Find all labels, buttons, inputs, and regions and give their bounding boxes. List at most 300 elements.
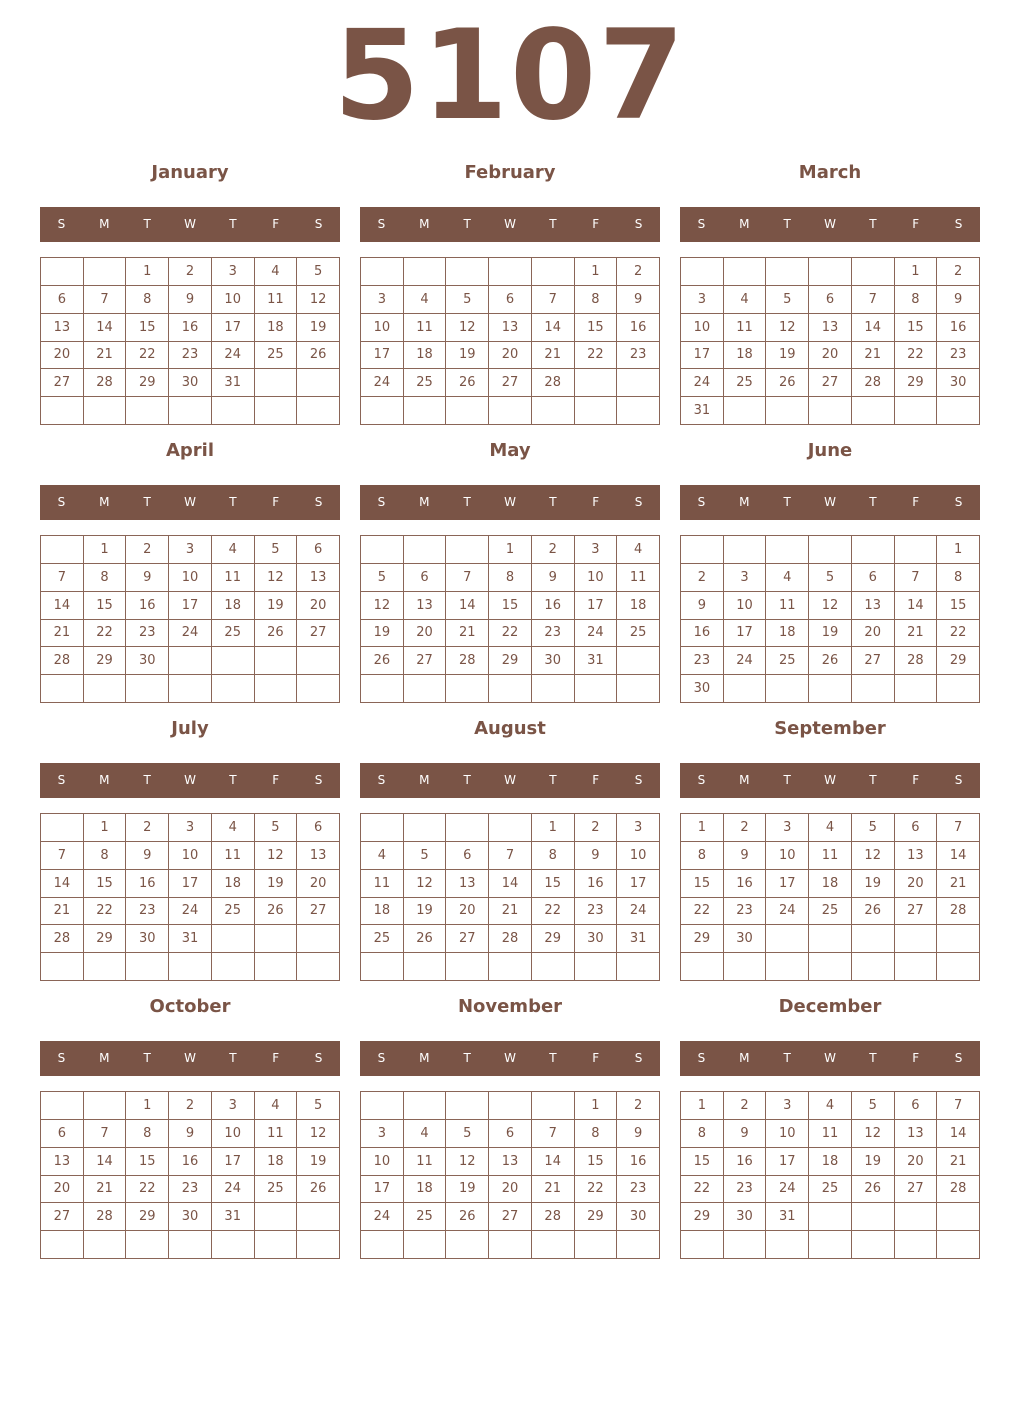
day-cell[interactable]: 9	[937, 286, 980, 314]
day-cell[interactable]: 23	[532, 620, 575, 648]
day-cell[interactable]: 2	[126, 814, 169, 842]
day-cell[interactable]: 31	[617, 925, 660, 953]
day-cell[interactable]: 4	[255, 258, 298, 286]
day-cell[interactable]: 25	[255, 342, 298, 370]
day-cell[interactable]: 19	[361, 620, 404, 648]
day-cell[interactable]: 19	[766, 342, 809, 370]
day-cell[interactable]: 2	[169, 1092, 212, 1120]
day-cell[interactable]: 10	[169, 564, 212, 592]
day-cell[interactable]: 22	[575, 342, 618, 370]
day-cell[interactable]: 22	[681, 898, 724, 926]
day-cell[interactable]: 17	[724, 620, 767, 648]
day-cell[interactable]: 7	[41, 842, 84, 870]
day-cell[interactable]: 9	[126, 564, 169, 592]
day-cell[interactable]: 10	[212, 286, 255, 314]
day-cell[interactable]: 14	[937, 842, 980, 870]
day-cell[interactable]: 3	[766, 814, 809, 842]
day-cell[interactable]: 12	[297, 286, 340, 314]
day-cell[interactable]: 22	[84, 898, 127, 926]
day-cell[interactable]: 1	[937, 536, 980, 564]
day-cell[interactable]: 12	[404, 870, 447, 898]
day-cell[interactable]: 11	[404, 1148, 447, 1176]
day-cell[interactable]: 21	[895, 620, 938, 648]
day-cell[interactable]: 11	[809, 1120, 852, 1148]
day-cell[interactable]: 30	[126, 647, 169, 675]
day-cell[interactable]: 19	[297, 314, 340, 342]
day-cell[interactable]: 14	[895, 592, 938, 620]
day-cell[interactable]: 6	[489, 1120, 532, 1148]
day-cell[interactable]: 18	[809, 870, 852, 898]
day-cell[interactable]: 17	[617, 870, 660, 898]
day-cell[interactable]: 22	[126, 1176, 169, 1204]
day-cell[interactable]: 28	[41, 647, 84, 675]
day-cell[interactable]: 10	[766, 842, 809, 870]
day-cell[interactable]: 26	[255, 620, 298, 648]
day-cell[interactable]: 9	[617, 286, 660, 314]
day-cell[interactable]: 8	[937, 564, 980, 592]
day-cell[interactable]: 24	[575, 620, 618, 648]
day-cell[interactable]: 16	[532, 592, 575, 620]
day-cell[interactable]: 13	[489, 1148, 532, 1176]
day-cell[interactable]: 9	[617, 1120, 660, 1148]
day-cell[interactable]: 24	[766, 898, 809, 926]
day-cell[interactable]: 4	[212, 814, 255, 842]
day-cell[interactable]: 26	[361, 647, 404, 675]
day-cell[interactable]: 25	[404, 1203, 447, 1231]
day-cell[interactable]: 3	[766, 1092, 809, 1120]
day-cell[interactable]: 27	[297, 898, 340, 926]
day-cell[interactable]: 11	[766, 592, 809, 620]
day-cell[interactable]: 27	[297, 620, 340, 648]
day-cell[interactable]: 16	[575, 870, 618, 898]
day-cell[interactable]: 20	[41, 1176, 84, 1204]
day-cell[interactable]: 25	[212, 620, 255, 648]
day-cell[interactable]: 12	[446, 1148, 489, 1176]
day-cell[interactable]: 28	[84, 1203, 127, 1231]
day-cell[interactable]: 10	[681, 314, 724, 342]
day-cell[interactable]: 29	[489, 647, 532, 675]
day-cell[interactable]: 4	[255, 1092, 298, 1120]
day-cell[interactable]: 28	[446, 647, 489, 675]
day-cell[interactable]: 10	[361, 314, 404, 342]
day-cell[interactable]: 19	[852, 1148, 895, 1176]
day-cell[interactable]: 18	[404, 1176, 447, 1204]
day-cell[interactable]: 3	[212, 258, 255, 286]
day-cell[interactable]: 13	[41, 1148, 84, 1176]
day-cell[interactable]: 29	[126, 369, 169, 397]
day-cell[interactable]: 20	[895, 870, 938, 898]
day-cell[interactable]: 25	[617, 620, 660, 648]
day-cell[interactable]: 14	[532, 1148, 575, 1176]
day-cell[interactable]: 23	[126, 898, 169, 926]
day-cell[interactable]: 22	[84, 620, 127, 648]
day-cell[interactable]: 2	[169, 258, 212, 286]
day-cell[interactable]: 19	[297, 1148, 340, 1176]
day-cell[interactable]: 26	[297, 342, 340, 370]
day-cell[interactable]: 19	[446, 1176, 489, 1204]
day-cell[interactable]: 10	[169, 842, 212, 870]
day-cell[interactable]: 21	[852, 342, 895, 370]
day-cell[interactable]: 21	[41, 620, 84, 648]
day-cell[interactable]: 20	[489, 1176, 532, 1204]
day-cell[interactable]: 15	[489, 592, 532, 620]
day-cell[interactable]: 21	[446, 620, 489, 648]
day-cell[interactable]: 21	[84, 1176, 127, 1204]
day-cell[interactable]: 7	[84, 1120, 127, 1148]
day-cell[interactable]: 2	[681, 564, 724, 592]
day-cell[interactable]: 28	[937, 1176, 980, 1204]
day-cell[interactable]: 11	[361, 870, 404, 898]
day-cell[interactable]: 30	[169, 369, 212, 397]
day-cell[interactable]: 6	[404, 564, 447, 592]
day-cell[interactable]: 8	[84, 842, 127, 870]
day-cell[interactable]: 23	[169, 1176, 212, 1204]
day-cell[interactable]: 18	[255, 1148, 298, 1176]
day-cell[interactable]: 12	[297, 1120, 340, 1148]
day-cell[interactable]: 5	[255, 536, 298, 564]
day-cell[interactable]: 28	[532, 1203, 575, 1231]
day-cell[interactable]: 24	[617, 898, 660, 926]
day-cell[interactable]: 16	[617, 314, 660, 342]
day-cell[interactable]: 1	[532, 814, 575, 842]
day-cell[interactable]: 5	[809, 564, 852, 592]
day-cell[interactable]: 7	[84, 286, 127, 314]
day-cell[interactable]: 8	[681, 1120, 724, 1148]
day-cell[interactable]: 30	[169, 1203, 212, 1231]
day-cell[interactable]: 17	[766, 1148, 809, 1176]
day-cell[interactable]: 3	[617, 814, 660, 842]
day-cell[interactable]: 15	[84, 870, 127, 898]
day-cell[interactable]: 7	[532, 1120, 575, 1148]
day-cell[interactable]: 30	[937, 369, 980, 397]
day-cell[interactable]: 26	[809, 647, 852, 675]
day-cell[interactable]: 16	[681, 620, 724, 648]
day-cell[interactable]: 15	[575, 314, 618, 342]
day-cell[interactable]: 4	[724, 286, 767, 314]
day-cell[interactable]: 8	[575, 1120, 618, 1148]
day-cell[interactable]: 18	[255, 314, 298, 342]
day-cell[interactable]: 31	[212, 369, 255, 397]
day-cell[interactable]: 29	[532, 925, 575, 953]
day-cell[interactable]: 3	[212, 1092, 255, 1120]
day-cell[interactable]: 7	[446, 564, 489, 592]
day-cell[interactable]: 23	[617, 342, 660, 370]
day-cell[interactable]: 11	[212, 564, 255, 592]
day-cell[interactable]: 30	[681, 675, 724, 703]
day-cell[interactable]: 23	[617, 1176, 660, 1204]
day-cell[interactable]: 13	[852, 592, 895, 620]
day-cell[interactable]: 22	[489, 620, 532, 648]
day-cell[interactable]: 30	[532, 647, 575, 675]
day-cell[interactable]: 6	[41, 1120, 84, 1148]
day-cell[interactable]: 26	[852, 898, 895, 926]
day-cell[interactable]: 14	[489, 870, 532, 898]
day-cell[interactable]: 24	[169, 898, 212, 926]
day-cell[interactable]: 4	[617, 536, 660, 564]
day-cell[interactable]: 17	[361, 1176, 404, 1204]
day-cell[interactable]: 27	[895, 898, 938, 926]
day-cell[interactable]: 29	[895, 369, 938, 397]
day-cell[interactable]: 7	[937, 814, 980, 842]
day-cell[interactable]: 13	[297, 564, 340, 592]
day-cell[interactable]: 15	[532, 870, 575, 898]
day-cell[interactable]: 15	[681, 1148, 724, 1176]
day-cell[interactable]: 25	[724, 369, 767, 397]
day-cell[interactable]: 10	[361, 1148, 404, 1176]
day-cell[interactable]: 13	[404, 592, 447, 620]
day-cell[interactable]: 6	[895, 814, 938, 842]
day-cell[interactable]: 18	[809, 1148, 852, 1176]
day-cell[interactable]: 23	[126, 620, 169, 648]
day-cell[interactable]: 2	[617, 1092, 660, 1120]
day-cell[interactable]: 3	[361, 286, 404, 314]
day-cell[interactable]: 15	[126, 1148, 169, 1176]
day-cell[interactable]: 26	[446, 1203, 489, 1231]
day-cell[interactable]: 5	[766, 286, 809, 314]
day-cell[interactable]: 24	[212, 342, 255, 370]
day-cell[interactable]: 10	[212, 1120, 255, 1148]
day-cell[interactable]: 2	[617, 258, 660, 286]
day-cell[interactable]: 17	[212, 1148, 255, 1176]
day-cell[interactable]: 5	[852, 1092, 895, 1120]
day-cell[interactable]: 17	[575, 592, 618, 620]
day-cell[interactable]: 4	[809, 814, 852, 842]
day-cell[interactable]: 26	[446, 369, 489, 397]
day-cell[interactable]: 6	[297, 814, 340, 842]
day-cell[interactable]: 28	[84, 369, 127, 397]
day-cell[interactable]: 17	[766, 870, 809, 898]
day-cell[interactable]: 3	[681, 286, 724, 314]
day-cell[interactable]: 25	[212, 898, 255, 926]
day-cell[interactable]: 28	[41, 925, 84, 953]
day-cell[interactable]: 6	[446, 842, 489, 870]
day-cell[interactable]: 1	[126, 258, 169, 286]
day-cell[interactable]: 29	[937, 647, 980, 675]
day-cell[interactable]: 20	[404, 620, 447, 648]
day-cell[interactable]: 12	[446, 314, 489, 342]
day-cell[interactable]: 15	[84, 592, 127, 620]
day-cell[interactable]: 3	[361, 1120, 404, 1148]
day-cell[interactable]: 1	[575, 1092, 618, 1120]
day-cell[interactable]: 18	[404, 342, 447, 370]
day-cell[interactable]: 22	[895, 342, 938, 370]
day-cell[interactable]: 7	[937, 1092, 980, 1120]
day-cell[interactable]: 8	[575, 286, 618, 314]
day-cell[interactable]: 31	[212, 1203, 255, 1231]
day-cell[interactable]: 11	[724, 314, 767, 342]
day-cell[interactable]: 10	[575, 564, 618, 592]
day-cell[interactable]: 1	[681, 814, 724, 842]
day-cell[interactable]: 27	[489, 1203, 532, 1231]
day-cell[interactable]: 2	[724, 1092, 767, 1120]
day-cell[interactable]: 2	[724, 814, 767, 842]
day-cell[interactable]: 1	[84, 536, 127, 564]
day-cell[interactable]: 29	[84, 647, 127, 675]
day-cell[interactable]: 9	[681, 592, 724, 620]
day-cell[interactable]: 8	[489, 564, 532, 592]
day-cell[interactable]: 6	[852, 564, 895, 592]
day-cell[interactable]: 24	[361, 1203, 404, 1231]
day-cell[interactable]: 16	[724, 870, 767, 898]
day-cell[interactable]: 8	[681, 842, 724, 870]
day-cell[interactable]: 24	[766, 1176, 809, 1204]
day-cell[interactable]: 30	[724, 1203, 767, 1231]
day-cell[interactable]: 25	[809, 1176, 852, 1204]
day-cell[interactable]: 13	[446, 870, 489, 898]
day-cell[interactable]: 7	[489, 842, 532, 870]
day-cell[interactable]: 17	[169, 870, 212, 898]
day-cell[interactable]: 4	[404, 286, 447, 314]
day-cell[interactable]: 22	[575, 1176, 618, 1204]
day-cell[interactable]: 16	[169, 314, 212, 342]
day-cell[interactable]: 21	[41, 898, 84, 926]
day-cell[interactable]: 30	[724, 925, 767, 953]
day-cell[interactable]: 21	[532, 342, 575, 370]
day-cell[interactable]: 26	[766, 369, 809, 397]
day-cell[interactable]: 5	[852, 814, 895, 842]
day-cell[interactable]: 9	[532, 564, 575, 592]
day-cell[interactable]: 14	[446, 592, 489, 620]
day-cell[interactable]: 9	[169, 1120, 212, 1148]
day-cell[interactable]: 29	[681, 1203, 724, 1231]
day-cell[interactable]: 1	[84, 814, 127, 842]
day-cell[interactable]: 3	[724, 564, 767, 592]
day-cell[interactable]: 11	[404, 314, 447, 342]
day-cell[interactable]: 31	[766, 1203, 809, 1231]
day-cell[interactable]: 14	[41, 870, 84, 898]
day-cell[interactable]: 17	[169, 592, 212, 620]
day-cell[interactable]: 1	[681, 1092, 724, 1120]
day-cell[interactable]: 28	[532, 369, 575, 397]
day-cell[interactable]: 26	[255, 898, 298, 926]
day-cell[interactable]: 24	[724, 647, 767, 675]
day-cell[interactable]: 20	[446, 898, 489, 926]
day-cell[interactable]: 4	[212, 536, 255, 564]
day-cell[interactable]: 24	[681, 369, 724, 397]
day-cell[interactable]: 8	[532, 842, 575, 870]
day-cell[interactable]: 16	[937, 314, 980, 342]
day-cell[interactable]: 11	[255, 286, 298, 314]
day-cell[interactable]: 20	[297, 870, 340, 898]
day-cell[interactable]: 18	[212, 870, 255, 898]
day-cell[interactable]: 23	[681, 647, 724, 675]
day-cell[interactable]: 13	[41, 314, 84, 342]
day-cell[interactable]: 26	[297, 1176, 340, 1204]
day-cell[interactable]: 15	[681, 870, 724, 898]
day-cell[interactable]: 2	[532, 536, 575, 564]
day-cell[interactable]: 22	[937, 620, 980, 648]
day-cell[interactable]: 18	[617, 592, 660, 620]
day-cell[interactable]: 8	[126, 1120, 169, 1148]
day-cell[interactable]: 13	[895, 1120, 938, 1148]
day-cell[interactable]: 21	[84, 342, 127, 370]
day-cell[interactable]: 8	[126, 286, 169, 314]
day-cell[interactable]: 30	[575, 925, 618, 953]
day-cell[interactable]: 4	[361, 842, 404, 870]
day-cell[interactable]: 20	[852, 620, 895, 648]
day-cell[interactable]: 31	[575, 647, 618, 675]
day-cell[interactable]: 13	[895, 842, 938, 870]
day-cell[interactable]: 19	[852, 870, 895, 898]
day-cell[interactable]: 3	[575, 536, 618, 564]
day-cell[interactable]: 10	[724, 592, 767, 620]
day-cell[interactable]: 16	[724, 1148, 767, 1176]
day-cell[interactable]: 16	[617, 1148, 660, 1176]
day-cell[interactable]: 14	[41, 592, 84, 620]
day-cell[interactable]: 18	[212, 592, 255, 620]
day-cell[interactable]: 1	[895, 258, 938, 286]
day-cell[interactable]: 2	[937, 258, 980, 286]
day-cell[interactable]: 6	[489, 286, 532, 314]
day-cell[interactable]: 5	[255, 814, 298, 842]
day-cell[interactable]: 11	[809, 842, 852, 870]
day-cell[interactable]: 16	[126, 592, 169, 620]
day-cell[interactable]: 29	[126, 1203, 169, 1231]
day-cell[interactable]: 17	[361, 342, 404, 370]
day-cell[interactable]: 3	[169, 814, 212, 842]
day-cell[interactable]: 6	[809, 286, 852, 314]
day-cell[interactable]: 31	[681, 397, 724, 425]
day-cell[interactable]: 20	[489, 342, 532, 370]
day-cell[interactable]: 12	[809, 592, 852, 620]
day-cell[interactable]: 25	[361, 925, 404, 953]
day-cell[interactable]: 23	[169, 342, 212, 370]
day-cell[interactable]: 30	[126, 925, 169, 953]
day-cell[interactable]: 19	[404, 898, 447, 926]
day-cell[interactable]: 25	[766, 647, 809, 675]
day-cell[interactable]: 7	[41, 564, 84, 592]
day-cell[interactable]: 22	[681, 1176, 724, 1204]
day-cell[interactable]: 28	[852, 369, 895, 397]
day-cell[interactable]: 14	[852, 314, 895, 342]
day-cell[interactable]: 15	[126, 314, 169, 342]
day-cell[interactable]: 24	[212, 1176, 255, 1204]
day-cell[interactable]: 9	[724, 1120, 767, 1148]
day-cell[interactable]: 1	[126, 1092, 169, 1120]
day-cell[interactable]: 1	[489, 536, 532, 564]
day-cell[interactable]: 27	[489, 369, 532, 397]
day-cell[interactable]: 5	[446, 1120, 489, 1148]
day-cell[interactable]: 19	[255, 870, 298, 898]
day-cell[interactable]: 22	[126, 342, 169, 370]
day-cell[interactable]: 19	[809, 620, 852, 648]
day-cell[interactable]: 11	[617, 564, 660, 592]
day-cell[interactable]: 13	[489, 314, 532, 342]
day-cell[interactable]: 6	[895, 1092, 938, 1120]
day-cell[interactable]: 20	[809, 342, 852, 370]
day-cell[interactable]: 25	[404, 369, 447, 397]
day-cell[interactable]: 20	[41, 342, 84, 370]
day-cell[interactable]: 15	[895, 314, 938, 342]
day-cell[interactable]: 29	[84, 925, 127, 953]
day-cell[interactable]: 12	[852, 842, 895, 870]
day-cell[interactable]: 27	[41, 1203, 84, 1231]
day-cell[interactable]: 25	[809, 898, 852, 926]
day-cell[interactable]: 14	[532, 314, 575, 342]
day-cell[interactable]: 4	[404, 1120, 447, 1148]
day-cell[interactable]: 26	[852, 1176, 895, 1204]
day-cell[interactable]: 21	[532, 1176, 575, 1204]
day-cell[interactable]: 1	[575, 258, 618, 286]
day-cell[interactable]: 13	[297, 842, 340, 870]
day-cell[interactable]: 25	[255, 1176, 298, 1204]
day-cell[interactable]: 14	[84, 1148, 127, 1176]
day-cell[interactable]: 12	[361, 592, 404, 620]
day-cell[interactable]: 20	[297, 592, 340, 620]
day-cell[interactable]: 23	[724, 1176, 767, 1204]
day-cell[interactable]: 21	[489, 898, 532, 926]
day-cell[interactable]: 5	[361, 564, 404, 592]
